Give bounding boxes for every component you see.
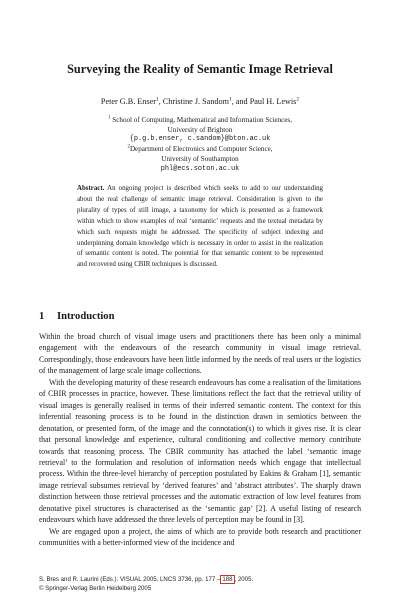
affiliation-line [0,116,400,126]
paper-title: Surveying the Reality of Semantic Image Retrieval [67,62,333,76]
affiliation-mark: 2 [127,144,130,150]
author-name: Paul H. Lewis [249,97,297,106]
author-name: Christine J. Sandom [162,97,229,106]
abstract-text: An ongoing project is described which seeks to add to our understanding about the real challenge of semantic image retrieval. Consideration is given to the plurality of types of still image, a taxonomy for which is presented as a framework within which to show examples of real ‘semantic’ requests and the textual metadata by which such requests might be addressed. The specificity of subject indexing and underpinning domain knowledge which is necessary in order to assist in the realization of semantic content is noted. The potential for that semantic content to be represented and recovered using CBIR techniques is discussed. [77,185,324,269]
affiliation-text: School of Computing, Mathematical and Information Sciences, [112,116,292,124]
paragraph: We are engaged upon a project, the aims of which are to provide both research and practitioner communities with a better-informed view of the incidence and [39,526,361,548]
affiliation-text: University of Brighton [167,125,233,134]
affiliation-mark: 1 [108,115,111,121]
affiliations [0,116,400,174]
affiliation-line [0,145,400,155]
citation-text: , 2005. [234,576,254,583]
author-separator: , and [231,97,250,106]
page-number-link[interactable]: 188 [222,576,233,583]
author-separator: , [158,97,163,106]
body-text [39,331,361,549]
author-affiliation-mark: 1 [155,96,159,103]
page-footer [39,575,361,593]
affiliation-text: University of Southampton [161,154,239,163]
citation-line [39,575,361,584]
abstract [77,184,323,271]
citation-text: S. Bres and R. Laurini (Eds.): VISUAL 2005, LNCS 3736, pp. 177 – [39,576,221,583]
copyright-line: © Springer-Verlag Berlin Heidelberg 2005 [39,585,152,592]
affiliation-text: Department of Electronics and Computer Science, [129,145,273,154]
paragraph: Within the broad church of visual image users and practitioners there has been only a minimal engagement with the endeavours of the research community in visual image retrieval. Correspondingly, those endeavours have been little informed by the needs of real users or the logistics of the management of large scale image collections. [39,332,361,376]
author-list [0,97,400,106]
paragraph: With the developing maturity of these research endeavours has come a realisation of the limitations of CBIR processes in practice, however. These limitations reflect the fact that the retrieval utility of visual images is generally realised in terms of their inferred semantic content. The context for this inferential reasoning process is to be found in the distinction drawn in semiotics between the denotation, or presented form, of the image and the connotation(s) to which it gives rise. It is clear that personal knowledge and experience, cultural conditioning and collective memory contribute towards that reasoning process. The CBIR community has attached the label ‘semantic image retrieval’ to the formulation and resolution of information needs which engage that intellectual process. Within the three-level hierarchy of perception postulated by Eakins & Graham [1], semantic image retrieval subsumes retrieval by ‘derived features’ and ‘abstract attributes’. The sharply drawn distinction between those retrieval processes and the automatic extraction of low level features from denotative pixel structures is characterised as the ‘semantic gap’ [2]. A useful listing of research endeavours which have addressed the three levels of perception may be found in [3]. [39,377,361,525]
author-affiliation-mark: 2 [296,96,300,103]
affiliation-email: {p.g.b.enser, c.sandom}@bton.ac.uk [129,135,271,144]
author-affiliation-mark: 1 [228,96,232,103]
abstract-label: Abstract. [77,185,105,192]
author-name: Peter G.B. Enser [100,97,156,106]
section-title: Introduction [57,311,115,322]
affiliation-email: phl@ecs.soton.ac.uk [160,164,240,173]
section-heading [39,311,115,322]
section-number: 1 [39,311,45,322]
